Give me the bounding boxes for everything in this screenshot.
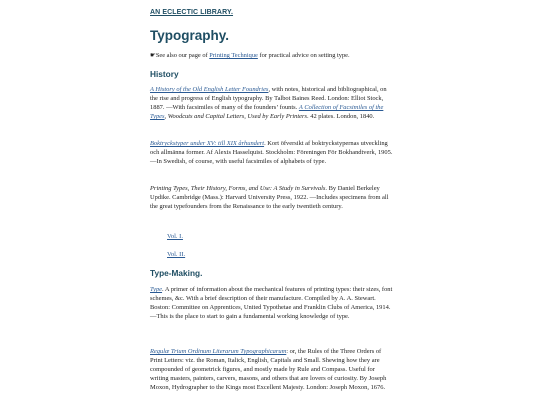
volume-1-link[interactable]: Vol. I. [167, 233, 183, 240]
section-heading-type-making: Type-Making. [150, 268, 203, 278]
book-link-boktryckstyper[interactable]: Boktryckstyper under XV: till XIX århundert [150, 140, 265, 147]
entry-old-english-foundries: A History of the Old English Letter Foundries, with notes, historical and bibliographical, on the rise and progress of English typography. By Talbot Baines Reed. London: Elliot Stock, 1887. —With facsimiles of many of the founders’ founts. A Collection of Facsimiles of the Types, Woodcuts and Capital Letters, Used by Early Printers. 42 plates. London, 1840. [150, 86, 387, 120]
entry-regulae-trium-ordinum: Regulæ Trium Ordinum Literarum Typographicarum: or, the Rules of the Three Orders of Print Letters: viz. the Roman, Italick, English, Capitals and Small. Shewing how they are compounded of geometrick figures, and mostly made by Rule and Compass. Useful for writing masters, painters, carvers, masons, and others that are lovers of curiosity. By Joseph Moxon, Hydrographer to the Kings most Excellent Majesty. London: Joseph Moxon, 1676. [150, 348, 387, 391]
entry-type-primer: Type. A primer of information about the mechanical features of printing types: their sizes, font schemes, &c. With a brief description of their manufacture. Compiled by A. A. Stewart. Boston: Committee on Apprentices, United Typothetae and Franklin Clubs of America, 1914. —This is the place to start to gain a fundamental working knowledge of type. [150, 286, 393, 320]
book-title-printing-types: Printing Types, Their History, Forms, and Use: A Study in Survivals [150, 185, 326, 192]
site-home-link[interactable]: AN ECLECTIC LIBRARY. [150, 9, 234, 16]
entry-boktryckstyper: Boktryckstyper under XV: till XIX århundert. Kort öfversikt af boktryckstypernas utveckling och allmänna former. Af Alexis Hasselquist. Stockholm: Föreningen För Bokhandtverk, 1905. —In Swedish, of course, with useful facsimiles of alphabets of type. [150, 140, 393, 165]
see-also-note: ☛See also our page of Printing Technique for practical advice on setting type. [150, 51, 350, 59]
book-link-type[interactable]: Type [150, 286, 163, 293]
pointing-hand-icon: ☛ [150, 51, 156, 59]
book-link-regulae[interactable]: Regulæ Trium Ordinum Literarum Typographicarum [150, 348, 287, 355]
book-link-old-english-foundries[interactable]: A History of the Old English Letter Foundries [150, 86, 269, 93]
entry-printing-types: Printing Types, Their History, Forms, and Use: A Study in Survivals. By Daniel Berkeley Updike. Cambridge (Mass.): Harvard University Press, 1922. —Includes specimens from all the great typefounders from the Renaissance to the early twentieth century. [150, 185, 389, 210]
section-heading-history: History [150, 69, 179, 79]
volume-2-link[interactable]: Vol. II. [167, 251, 186, 258]
page-title: Typography. [150, 28, 230, 43]
printing-technique-link[interactable]: Printing Technique [209, 52, 258, 59]
book-link-facsimiles-types[interactable]: A Collection of Facsimiles of the Types [150, 104, 384, 120]
